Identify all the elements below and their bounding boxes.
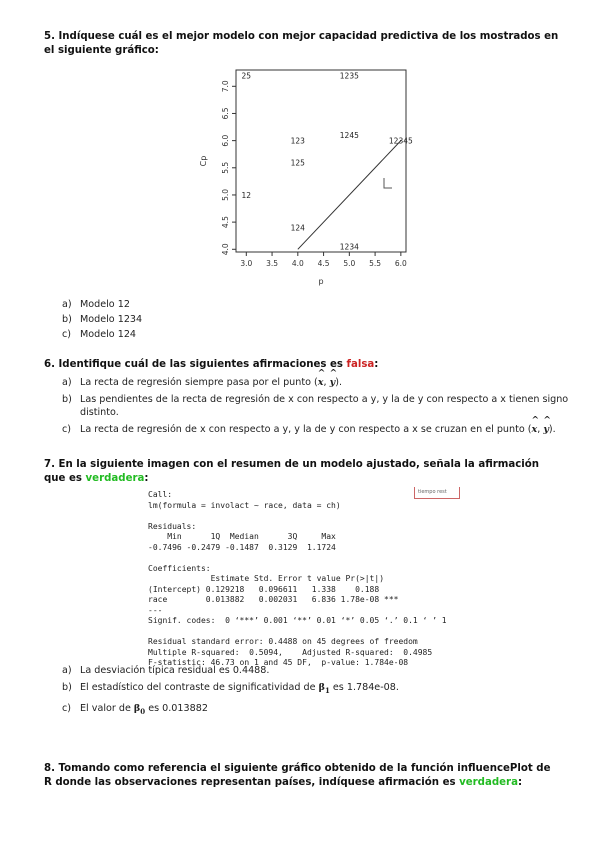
question-text: Identifique cuál de las siguientes afirmaciones es bbox=[58, 359, 347, 370]
x-tick-label: 4.5 bbox=[317, 259, 330, 268]
y-tick-label: 6.0 bbox=[221, 134, 230, 147]
question-number: 6. bbox=[44, 359, 55, 370]
point-label: 124 bbox=[290, 223, 305, 233]
q6-options bbox=[62, 376, 582, 438]
x-tick-label: 5.5 bbox=[369, 259, 382, 268]
x-tick-label: 3.0 bbox=[240, 259, 253, 268]
y-axis-label: Cp bbox=[199, 155, 208, 167]
question-text: En la siguiente imagen con el resumen de un modelo ajustado, señala la afirmación que es bbox=[44, 459, 540, 484]
question-text: Indíquese cuál es el mejor modelo con mejor capacidad predictiva de los mostrados en el siguiente gráfico: bbox=[44, 31, 559, 56]
question-text: Tomando como referencia el siguiente gráfico obtenido de la función influencePlot de R donde las observaciones representan países, indíquese afirmación es bbox=[44, 763, 551, 788]
option-a[interactable]: a) La recta de regresión siempre pasa por el punto (^ x, ^ y). bbox=[62, 376, 582, 389]
y-tick-label: 4.5 bbox=[221, 216, 230, 229]
option-b[interactable]: b) Modelo 1234 bbox=[62, 314, 143, 325]
x-tick-label: 6.0 bbox=[394, 259, 407, 268]
cursor-icon bbox=[384, 178, 392, 188]
option-b[interactable]: b) El estadístico del contraste de significatividad de $\beta_1$ es 1.784e-08. bbox=[62, 682, 399, 695]
question-number: 7. bbox=[44, 459, 55, 470]
x-axis-label: p bbox=[318, 277, 324, 286]
option-b[interactable]: b) Las pendientes de la recta de regresión de x con respecto a y, y la de y con respecto a x tienen signo distinto. bbox=[62, 394, 569, 418]
y-tick-label: 5.5 bbox=[221, 161, 230, 174]
tooltip: tiempo rest bbox=[414, 487, 460, 499]
question-6: 6. Identifique cuál de las siguientes afirmaciones es falsa: bbox=[44, 359, 379, 370]
q5-options bbox=[62, 298, 582, 343]
y-tick-label: 6.5 bbox=[221, 107, 230, 120]
option-c[interactable]: c) Modelo 124 bbox=[62, 329, 137, 340]
question-7: 7. En la siguiente imagen con el resumen de un modelo ajustado, señala la afirmación que es verdadera: bbox=[44, 459, 540, 484]
point-label: 1235 bbox=[339, 71, 359, 81]
r-summary-output: Call: lm(formula = involact ~ race, data = ch) Residuals: Min 1Q Median 3Q Max -0.7496 -0.2479 -0.1487 0.3129 1.1724 Coefficients: Estimate Std. Error t value Pr(>|t|) (Intercept) 0.129218 0.096611 1.338 0.188 race 0.013882 0.002031 6.836 1.78e-08 *** --- Signif. codes: 0 ‘***’ 0.001 ‘**’ 0.01 ‘*’ 0.05 ‘.’ 0.1 ‘ ’ 1 Residual standard error: 0.4488 on 45 degrees of freedom Multiple R-squared: 0.5094, Adjusted R-squared: 0.4985 F-statistic: 46.73 on 1 and 45 DF, p-value: 1.784e-08 bbox=[148, 490, 447, 667]
reference-line bbox=[298, 141, 401, 250]
point-label: 1234 bbox=[339, 242, 359, 252]
q7-options bbox=[62, 664, 582, 720]
point-label: 12345 bbox=[388, 136, 413, 146]
highlight-falsa: falsa bbox=[346, 359, 375, 370]
question-5 bbox=[44, 30, 560, 58]
option-c[interactable]: c) La recta de regresión de x con respecto a y, y la de y con respecto a x se cruzan en el punto (^ x, ^ y). bbox=[62, 423, 582, 436]
highlight-verdadera: verdadera bbox=[459, 777, 518, 788]
cp-plot bbox=[192, 60, 422, 292]
point-label: 1245 bbox=[339, 131, 359, 141]
y-tick-label: 4.0 bbox=[221, 243, 230, 256]
y-tick-label: 7.0 bbox=[221, 80, 230, 93]
x-tick-label: 3.5 bbox=[266, 259, 279, 268]
point-label: 123 bbox=[290, 136, 305, 146]
point-label: 12 bbox=[241, 190, 252, 200]
x-tick-label: 5.0 bbox=[343, 259, 356, 268]
x-tick-label: 4.0 bbox=[291, 259, 304, 268]
y-tick-label: 5.0 bbox=[221, 188, 230, 201]
point-label: 125 bbox=[290, 158, 305, 168]
option-a[interactable]: a) La desviación típica residual es 0.4488. bbox=[62, 665, 270, 676]
highlight-verdadera: verdadera bbox=[85, 473, 145, 484]
point-label: 25 bbox=[241, 71, 252, 81]
question-number: 8. bbox=[44, 763, 55, 774]
question-8: 8. Tomando como referencia el siguiente gráfico obtenido de la función influencePlot de R donde las observaciones representan países, indíquese afirmación es verdadera: bbox=[44, 763, 551, 788]
option-c[interactable]: c) El valor de $\beta_0$ es 0.013882 bbox=[62, 702, 208, 716]
question-number: 5. bbox=[44, 31, 55, 42]
option-a[interactable]: a) Modelo 12 bbox=[62, 299, 130, 310]
